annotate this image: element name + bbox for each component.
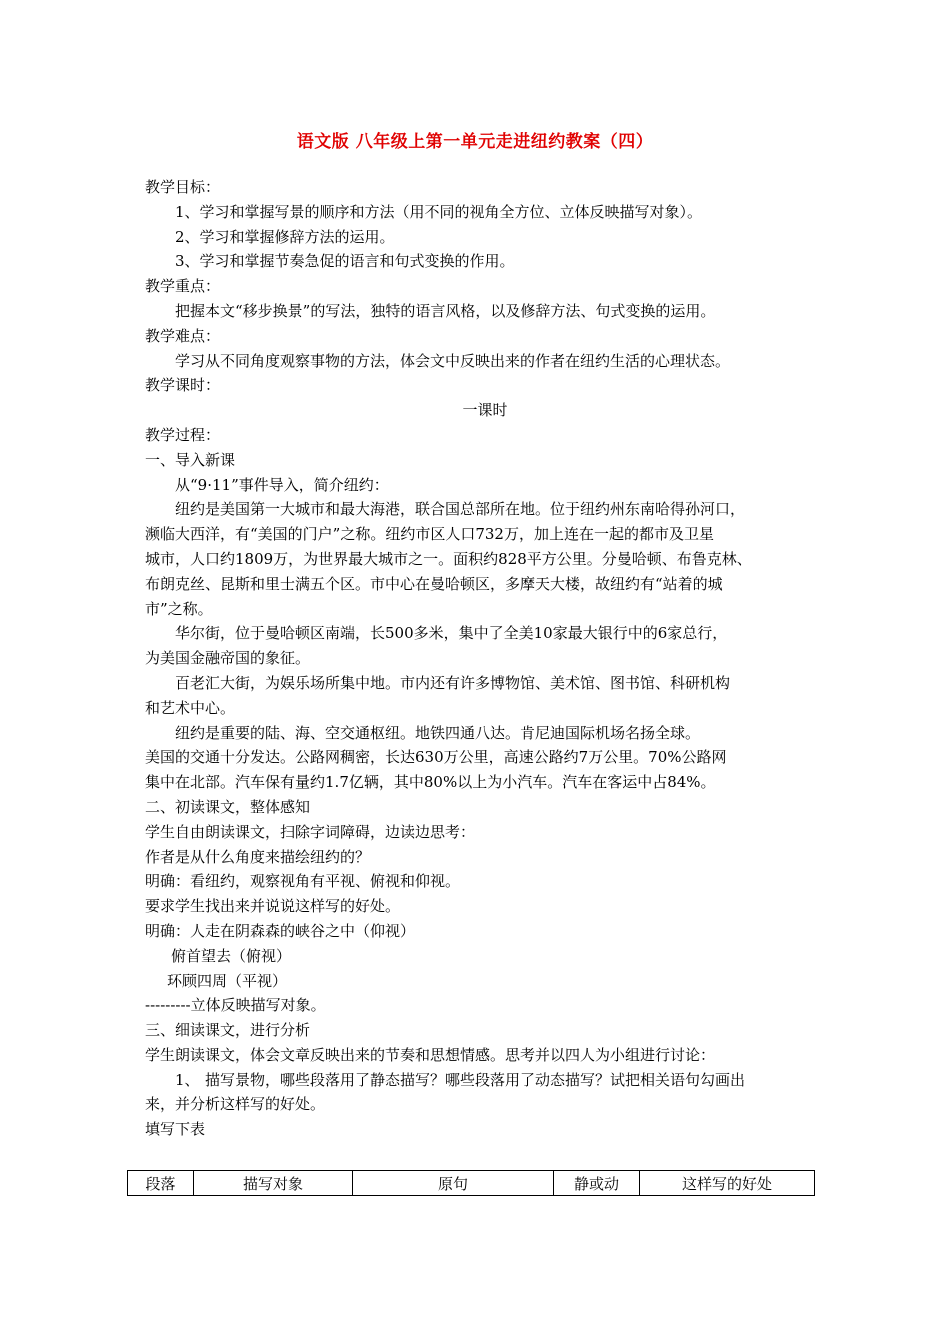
paragraph-line: 纽约是美国第一大城市和最大海港，联合国总部所在地。位于纽约州东南哈得孙河口， xyxy=(175,500,746,519)
objective-item: 1、学习和掌握写景的顺序和方法（用不同的视角全方位、立体反映描写对象）。 xyxy=(175,202,703,221)
paragraph-line: 把握本文“移步换景”的写法，独特的语言风格，以及修辞方法、句式变换的运用。 xyxy=(175,301,716,320)
table-header-cell: 原句 xyxy=(353,1171,554,1196)
question-number: 1、 xyxy=(175,1070,200,1089)
paragraph-line: 从“9·11”事件导入，简介纽约： xyxy=(175,475,389,494)
section-heading: 一、导入新课 xyxy=(145,450,236,469)
table-header-cell: 描写对象 xyxy=(194,1171,353,1196)
numbered-question xyxy=(145,1068,825,1093)
table-header-cell: 静或动 xyxy=(554,1171,640,1196)
paragraph-line: 集中在北部。汽车保有量约1.7亿辆，其中80%以上为小汽车。汽车在客运中占84%。 xyxy=(145,773,716,792)
paragraph-line: 明确：看纽约，观察视角有平视、俯视和仰视。 xyxy=(145,872,461,891)
section-heading: 教学目标： xyxy=(145,178,221,196)
paragraph-line: 濒临大西洋，有“美国的门户”之称。纽约市区人口732万，加上连在一起的都市及卫星 xyxy=(145,525,714,544)
paragraph-line: 来，并分析这样写的好处。 xyxy=(145,1095,326,1114)
paragraph-line: 学生朗读课文，体会文章反映出来的节奏和思想情感。思考并以四人为小组进行讨论： xyxy=(145,1045,716,1064)
section-heading: 教学课时： xyxy=(145,376,221,395)
paragraph-line: 环顾四周（平视） xyxy=(167,971,288,990)
table-header-cell: 段落 xyxy=(128,1171,194,1196)
paragraph-line: 城市，人口约1809万，为世界最大城市之一。面积约828平方公里。分曼哈顿、布鲁克林、 xyxy=(145,549,752,568)
paragraph-line: 填写下表 xyxy=(145,1120,206,1139)
question-text: 描写景物，哪些段落用了静态描写？哪些段落用了动态描写？试把相关语句勾画出 xyxy=(205,1070,746,1089)
section-heading: 教学重点： xyxy=(145,277,221,296)
paragraph-line: 明确：人走在阴森森的峡谷之中（仰视） xyxy=(145,921,416,940)
paragraph-line: 美国的交通十分发达。公路网稠密，长达630万公里，高速公路约7万公里。70%公路网 xyxy=(145,748,727,767)
analysis-table xyxy=(127,1170,815,1196)
paragraph-line: 市”之称。 xyxy=(145,599,213,618)
paragraph-line: 为美国金融帝国的象征。 xyxy=(145,649,311,668)
table-header-cell: 这样写的好处 xyxy=(640,1171,815,1196)
objective-item: 3、学习和掌握节奏急促的语言和句式变换的作用。 xyxy=(175,252,515,271)
paragraph-line: 纽约是重要的陆、海、空交通枢纽。地铁四通八达。肯尼迪国际机场名扬全球。 xyxy=(175,723,701,742)
paragraph-line: ---------立体反映描写对象。 xyxy=(145,996,326,1015)
table-header-row xyxy=(128,1171,815,1196)
objective-item: 2、学习和掌握修辞方法的运用。 xyxy=(175,227,395,246)
section-heading: 教学难点： xyxy=(145,326,221,345)
paragraph-line: 俯首望去（俯视） xyxy=(171,946,292,965)
section-heading: 教学过程： xyxy=(145,425,221,444)
paragraph-line: 和艺术中心。 xyxy=(145,698,236,717)
paragraph-line: 要求学生找出来并说说这样写的好处。 xyxy=(145,897,401,916)
paragraph-line: 华尔街，位于曼哈顿区南端，长500多米，集中了全美10家最大银行中的6家总行， xyxy=(175,624,728,643)
section-heading: 三、细读课文，进行分析 xyxy=(145,1021,311,1040)
paragraph-line: 百老汇大街，为娱乐场所集中地。市内还有许多博物馆、美术馆、图书馆、科研机构 xyxy=(175,673,731,692)
section-heading: 二、初读课文，整体感知 xyxy=(145,797,311,816)
paragraph-line: 作者是从什么角度来描绘纽约的？ xyxy=(145,847,371,866)
paragraph-line: 学生自由朗读课文，扫除字词障碍，边读边思考： xyxy=(145,822,476,841)
document-body xyxy=(145,175,825,1142)
document-title: 语文版 八年级上第一单元走进纽约教案（四） xyxy=(296,132,654,152)
paragraph-line: 学习从不同角度观察事物的方法，体会文中反映出来的作者在纽约生活的心理状态。 xyxy=(175,351,731,370)
paragraph-line: 布朗克丝、昆斯和里士满五个区。市中心在曼哈顿区，多摩天大楼，故纽约有“站着的城 xyxy=(145,574,723,593)
class-hours: 一课时 xyxy=(462,401,508,420)
